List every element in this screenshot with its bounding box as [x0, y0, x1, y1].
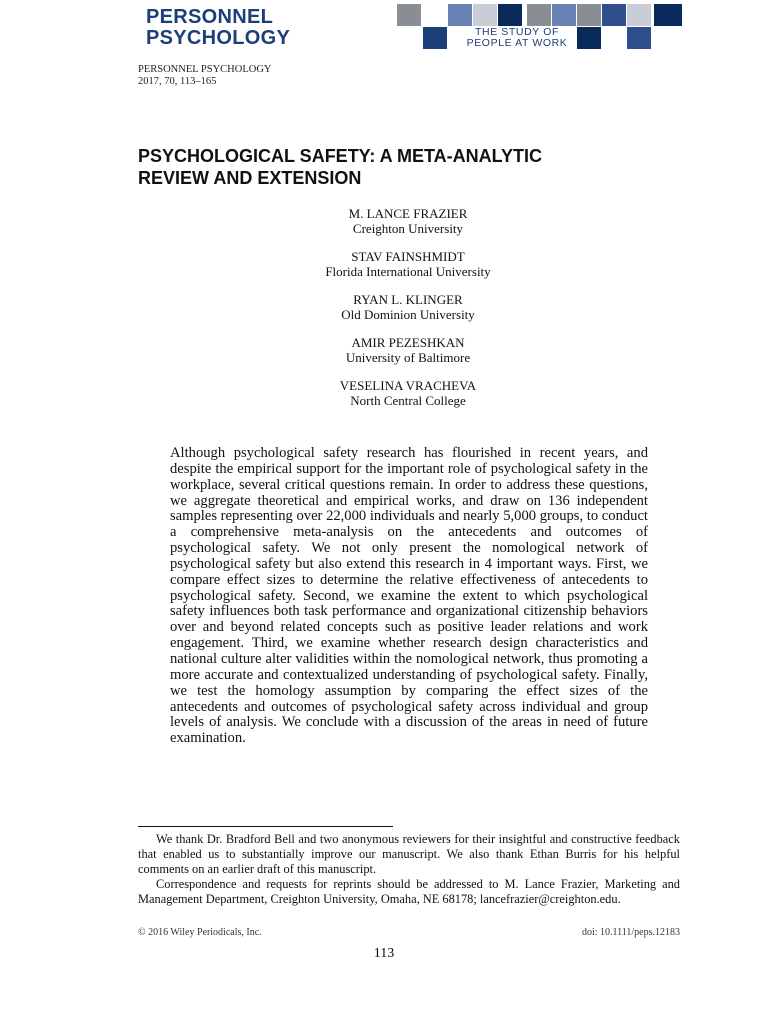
journal-citation: [138, 64, 272, 88]
footnotes: [138, 832, 680, 907]
author-block: [258, 292, 558, 322]
author-affiliation: Florida International University: [325, 264, 491, 279]
logo-tile: [527, 4, 551, 26]
author-block: [258, 335, 558, 365]
logo-line-2: PSYCHOLOGY: [146, 27, 291, 49]
logo-tile: [577, 27, 601, 49]
author-name: STAV FAINSHMIDT: [351, 249, 465, 264]
author-affiliation: Creighton University: [352, 221, 464, 236]
author-name: VESELINA VRACHEVA: [339, 378, 477, 393]
journal-tagline: [458, 27, 576, 49]
title-line-2: REVIEW AND EXTENSION: [138, 168, 362, 188]
tagline-line-1: THE STUDY OF: [474, 26, 559, 38]
page-number: 113: [373, 946, 395, 961]
author-name: RYAN L. KLINGER: [353, 292, 463, 307]
logo-tile: [473, 4, 497, 26]
copyright-notice: © 2016 Wiley Periodicals, Inc.: [138, 927, 262, 938]
abstract: Although psychological safety research has flourished in recent years, and despite the empirical support for the important role of psychological safety in the workplace, several critical questions remain. In order to address these questions, we aggregate theoretical and empirical works, and draw on 136 independent samples representing over 22,000 individuals and nearly 5,000 groups, to conduct a comprehensive meta-analysis on the antecedents and outcomes of psychological safety. We not only present the nomological network of psychological safety but also extend this research in 4 important ways. First, we compare effect sizes to determine the relative effectiveness of antecedents to psychological safety. Second, we examine the extent to which psychological safety influences both task performance and organizational citizenship behaviors over and beyond related concepts such as positive leader relations and work engagement. Third, we examine whether research design characteristics and national culture alter validities within the nomological network, thus promoting a more accurate and contextualized understanding of psychological safety. Finally, we test the homology assumption by comparing the effect sizes of the antecedents and outcomes of psychological safety across individual and group levels of analysis. We conclude with a discussion of the areas in need of future examination.: [170, 445, 648, 747]
logo-tile: [423, 27, 447, 49]
author-affiliation: North Central College: [350, 393, 466, 408]
acknowledgement-footnote: We thank Dr. Bradford Bell and two anonymous reviewers for their insightful and constructive feedback that enabled us to substantially improve our manuscript. We also thank Ethan Burris for his helpful comments on an earlier draft of this manuscript.: [138, 832, 680, 876]
logo-tile: [602, 4, 626, 26]
footnote-divider: [138, 826, 393, 827]
logo-line-1: PERSONNEL: [146, 6, 274, 28]
author-name: M. LANCE FRAZIER: [348, 206, 468, 221]
author-affiliation: University of Baltimore: [345, 350, 471, 365]
logo-tile: [627, 27, 651, 49]
tagline-line-2: PEOPLE AT WORK: [466, 37, 568, 49]
journal-name: PERSONNEL PSYCHOLOGY: [138, 64, 272, 75]
correspondence-footnote: Correspondence and requests for reprints should be addressed to M. Lance Frazier, Marketing and Management Department, Creighton University, Omaha, NE 68178; lancefrazier@creighton.edu.: [138, 877, 680, 906]
article-title: [138, 145, 658, 189]
author-affiliation: Old Dominion University: [341, 307, 475, 322]
logo-tile: [397, 4, 421, 26]
title-line-1: PSYCHOLOGICAL SAFETY: A META-ANALYTIC: [138, 146, 543, 166]
author-block: [258, 249, 558, 279]
logo-tile: [654, 4, 682, 26]
author-name: AMIR PEZESHKAN: [351, 335, 465, 350]
author-block: [258, 378, 558, 408]
logo-tile: [552, 4, 576, 26]
logo-tile: [448, 4, 472, 26]
author-list: [258, 206, 558, 421]
author-block: [258, 206, 558, 236]
journal-logo: [146, 7, 290, 49]
logo-tile: [627, 4, 651, 26]
volume-pages: 2017, 70, 113–165: [138, 76, 217, 87]
doi: doi: 10.1111/peps.12183: [581, 927, 680, 938]
logo-tile: [577, 4, 601, 26]
logo-tile: [498, 4, 522, 26]
